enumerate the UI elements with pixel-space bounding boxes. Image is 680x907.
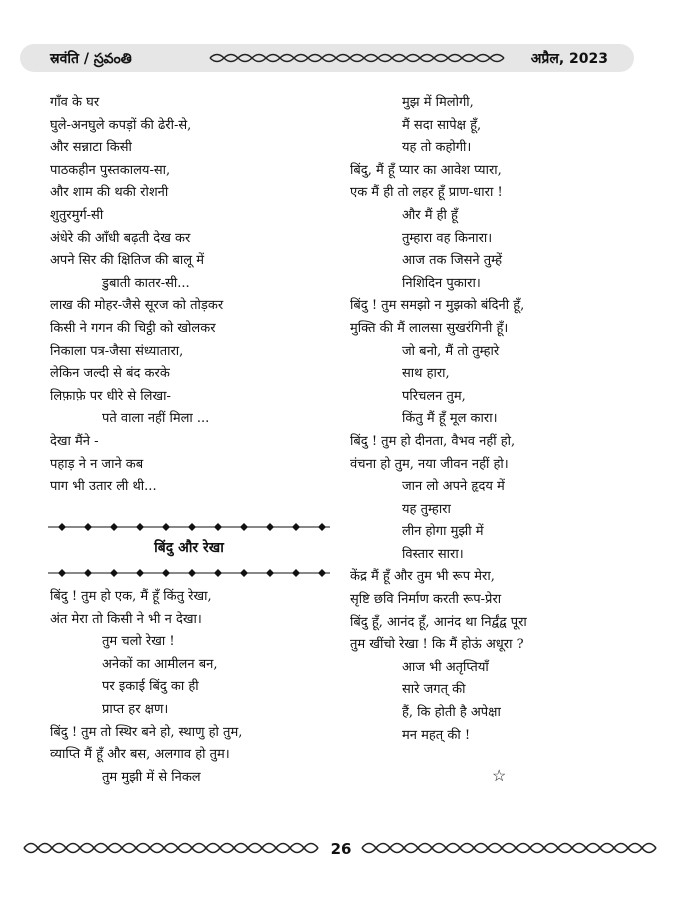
poem-line: लीन होगा मुझी में <box>402 524 484 540</box>
poem-line: लेकिन जल्दी से बंद करके <box>50 366 170 382</box>
poem-line: निशिदिन पुकारा। <box>402 275 481 291</box>
poem-line: तुम्हारा वह किनारा। <box>402 230 493 246</box>
poem-line: मुझ में मिलोगी, <box>402 95 474 110</box>
poem-line: यह तुम्हारा <box>402 501 451 517</box>
poem-line: किसी ने गगन की चिट्ठी को खोलकर <box>50 320 216 336</box>
poem-line: व्याप्ति मैं हूँ और बस, अलगाव हो तुम। <box>50 747 230 763</box>
poem-line: पाग भी उतार ली थी... <box>50 479 157 495</box>
left-column <box>50 92 330 499</box>
poem-line: बिंदु, मैं हूँ प्यार का आवेश प्यारा, <box>350 162 502 178</box>
poem-line: यह तो कहोगी। <box>402 140 472 156</box>
poem-line: देखा मैंने - <box>50 433 99 449</box>
poem-line: लिफ़ाफ़े पर धीरे से लिखा- <box>50 388 171 404</box>
poem-lines-left <box>50 586 330 789</box>
header-ornament <box>208 51 508 65</box>
right-column <box>350 92 650 747</box>
poem-line: अपने सिर की क्षितिज की बालू में <box>50 253 204 269</box>
poem-line: जो बनो, मैं तो तुम्हारे <box>402 343 500 359</box>
poem-line: एक मैं ही तो लहर हूँ प्राण-धारा ! <box>350 185 503 201</box>
poem-line: पते वाला नहीं मिला ... <box>102 411 210 427</box>
poem-line: मैं सदा सापेक्ष हूँ, <box>402 117 482 133</box>
end-star-icon: ☆ <box>492 766 507 785</box>
poem-line: मुक्ति की मैं लालसा सुखरंगिनी हूँ। <box>350 320 509 336</box>
poem-line: पहाड़ ने न जाने कब <box>50 456 144 472</box>
poem-title: बिंदु और रेखा <box>154 540 224 556</box>
poem-line: लाख की मोहर-जैसे सूरज को तोड़कर <box>50 298 224 314</box>
poem-line: बिंदु ! तुम हो एक, मैं हूँ किंतु रेखा, <box>50 589 212 604</box>
magazine-title: स्रवंति / స్రవంతి <box>50 51 132 67</box>
poem-line: बिंदु हूँ, आनंद हूँ, आनंद था निर्द्वंद्व पूरा <box>350 614 527 630</box>
poem-line: आज तक जिसने तुम्हें <box>402 253 502 269</box>
poem-line: विस्तार सारा। <box>402 546 464 562</box>
poem-line: पर इकाई बिंदु का ही <box>102 679 199 695</box>
poem-lines-right <box>350 92 650 747</box>
poem-line: केंद्र मैं हूँ और तुम भी रूप मेरा, <box>350 569 495 585</box>
poem-line: और सन्नाटा किसी <box>50 140 132 156</box>
poem-line: आज भी अतृप्तियाँ <box>402 659 489 675</box>
poem-line: अनेकों का आमीलन बन, <box>102 656 218 672</box>
poem-line: गाँव के घर <box>50 95 100 110</box>
poem-line: साथ हारा, <box>402 366 450 382</box>
poem-line: तुम मुझी में से निकल <box>102 769 201 785</box>
page-header <box>20 44 634 72</box>
poem-line: वंचना हो तुम, नया जीवन नहीं हो। <box>350 456 509 472</box>
poem-line: पाठकहीन पुस्तकालय-सा, <box>50 162 171 178</box>
poem-line: बिंदु ! तुम हो दीनता, वैभव नहीं हो, <box>350 433 516 449</box>
poem-line: मन महत् की ! <box>402 727 471 743</box>
poem-line: परिचलन तुम, <box>402 388 466 404</box>
prose-poem <box>50 92 330 499</box>
poem-line: तुम खींचो रेखा ! कि मैं होऊं अधूरा ? <box>350 637 524 653</box>
poem-line: डुबाती कातर-सी... <box>102 275 190 291</box>
poem-line: हैं, कि होती है अपेक्षा <box>402 705 501 721</box>
poem-line: सृष्टि छवि निर्माण करती रूप-प्रेरा <box>350 592 502 608</box>
poem-line: किंतु मैं हूँ मूल कारा। <box>402 411 498 427</box>
poem-line: जान लो अपने हृदय में <box>402 479 505 495</box>
poem-body-left <box>50 586 330 789</box>
poem-line: और मैं ही हूँ <box>402 207 458 223</box>
poem-line: बिंदु ! तुम तो स्थिर बने हो, स्थाणु हो तुम, <box>50 724 243 740</box>
poem-line: सारे जगत् की <box>402 682 466 698</box>
poem-line: बिंदु ! तुम समझो न मुझको बंदिनी हूँ, <box>350 298 525 314</box>
poem-line: अंत मेरा तो किसी ने भी न देखा। <box>50 611 202 627</box>
issue-date: अप्रैल, 2023 <box>530 51 608 67</box>
page-number: 26 <box>330 840 352 858</box>
title-divider-bottom <box>48 568 330 578</box>
title-divider-top <box>48 522 330 532</box>
poem-line: तुम चलो रेखा ! <box>102 634 175 650</box>
poem-line: प्राप्त हर क्षण। <box>102 701 169 717</box>
poem-line: शुतुरमुर्ग-सी <box>50 207 104 223</box>
poem-line: अंधेरे की आँधी बढ़ती देख कर <box>50 230 191 246</box>
poem-line: घुले-अनघुले कपड़ों की ढेरी-से, <box>50 117 192 133</box>
poem-line: निकाला पत्र-जैसा संध्यातारा, <box>50 343 184 359</box>
poem-line: और शाम की थकी रोशनी <box>50 185 169 201</box>
